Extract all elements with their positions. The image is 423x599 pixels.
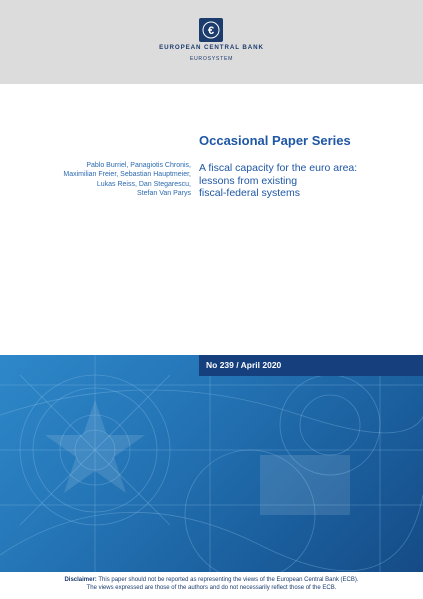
svg-text:€: €: [207, 25, 215, 37]
disclaimer-text-1: This paper should not be reported as representing the views of the European Central Bank (ECB).: [98, 577, 359, 583]
issue-number: No 239 / April 2020: [206, 360, 282, 370]
paper-title-line: lessons from existing: [199, 174, 298, 187]
author-line: Lukas Reiss, Dan Stegarescu,: [96, 180, 191, 188]
authors: [40, 161, 191, 198]
paper-title-line: fiscal-federal systems: [199, 187, 300, 200]
eurosystem-label: EUROSYSTEM: [189, 56, 234, 62]
paper-title: [199, 162, 357, 200]
banknote-pattern: [0, 355, 423, 572]
euro-logo-icon: [199, 18, 223, 42]
disclaimer-text-2: The views expressed are those of the authors and do not necessarily reflect those of the ECB.: [86, 585, 337, 591]
disclaimer-line-1: [0, 576, 423, 584]
paper-title-line: A fiscal capacity for the euro area:: [199, 162, 358, 174]
author-line: Maximilian Freier, Sebastian Hauptmeier,: [63, 171, 191, 179]
author-line: Pablo Burriel, Panagiotis Chronis,: [86, 162, 191, 169]
disclaimer-label: Disclaimer:: [64, 577, 97, 583]
disclaimer: [0, 576, 423, 592]
cover-artwork: [0, 355, 423, 572]
header-band: [0, 0, 423, 84]
issue-bar: [199, 355, 423, 376]
bank-name: EUROPEAN CENTRAL BANK: [159, 44, 264, 51]
author-line: Stefan Van Parys: [137, 189, 191, 197]
series-title: Occasional Paper Series: [199, 133, 351, 148]
